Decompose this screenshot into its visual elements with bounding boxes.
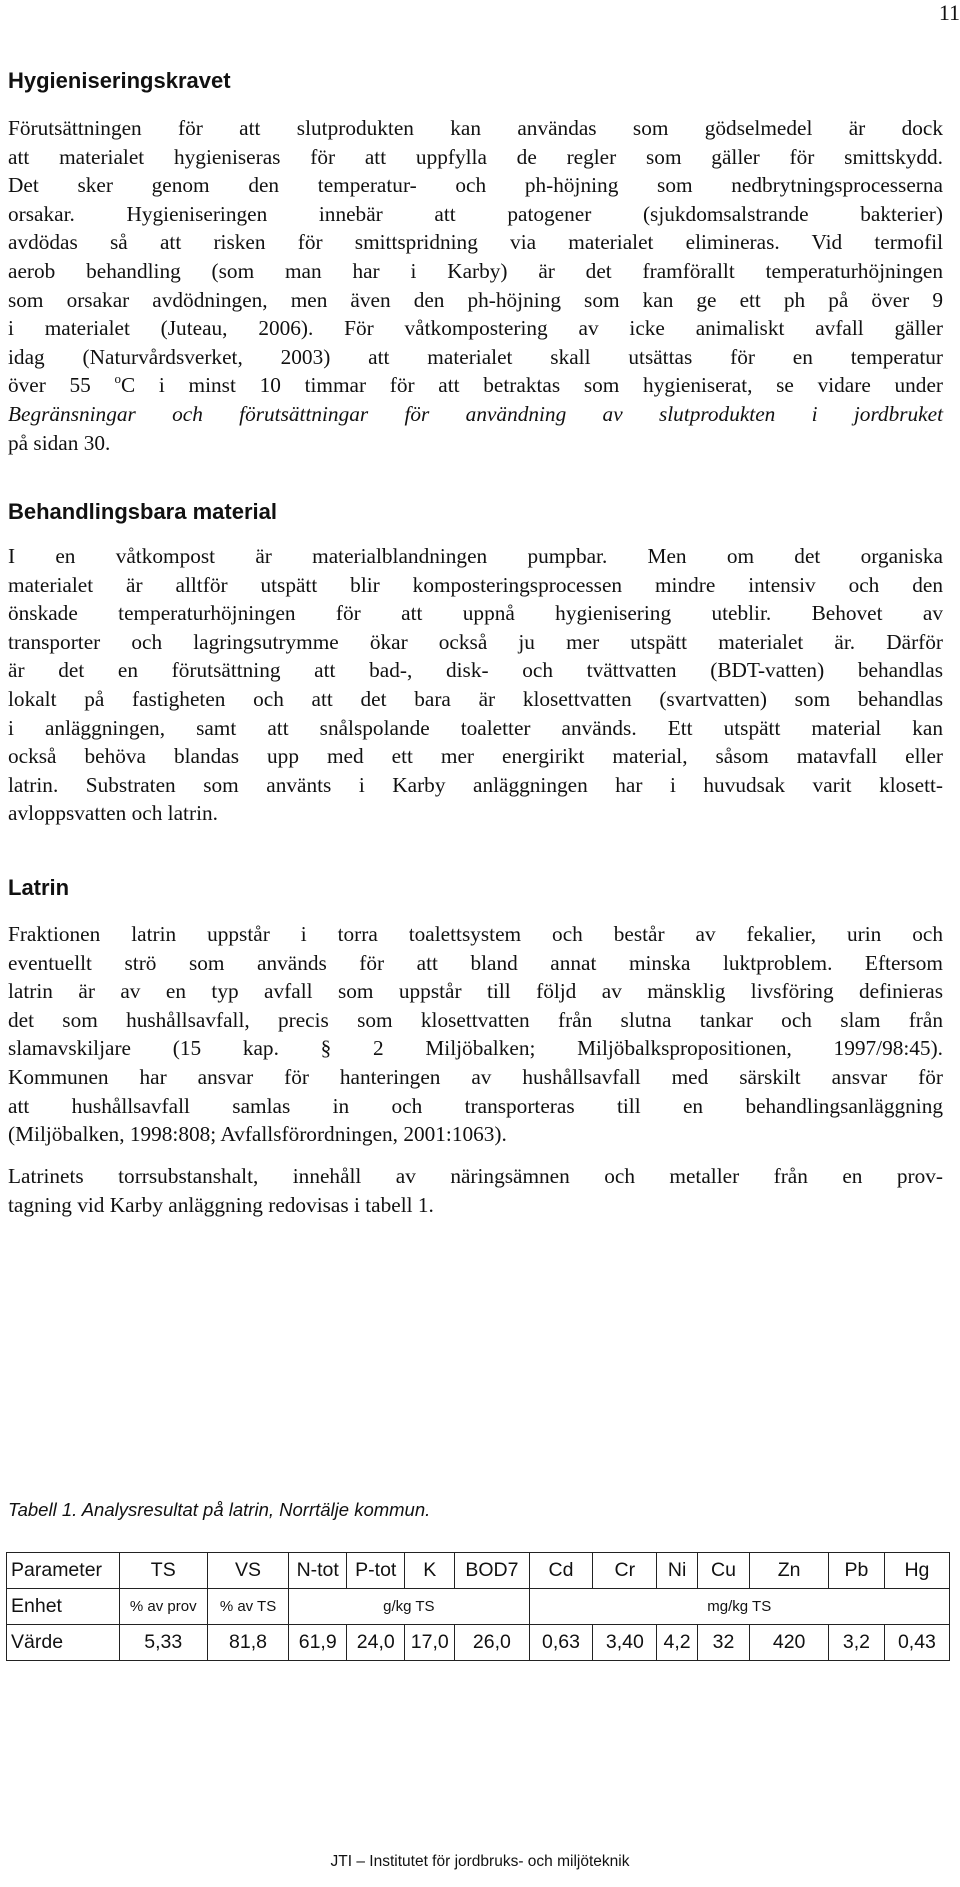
text-line: som orsakar avdödningen, men även den ph-höjning som kan ge ett ph på över 9 — [8, 287, 943, 312]
header-cell: K — [405, 1553, 455, 1589]
table-value-row — [7, 1625, 950, 1661]
text-line: I en våtkompost är materialblandningen pumpbar. Men om det organiska — [8, 544, 943, 568]
value-cell: 81,8 — [207, 1625, 288, 1661]
text-line: på sidan 30. — [8, 430, 111, 455]
value-cell: 61,9 — [289, 1625, 347, 1661]
text-line: slamavskiljare (15 kap. § 2 Miljöbalken; Miljöbalkspropositionen, 1997/98:45). — [8, 1036, 943, 1061]
text-line: det som hushållsavfall, precis som klosettvatten från slutna tankar och slam från — [8, 1007, 943, 1032]
value-cell: 3,2 — [829, 1625, 885, 1661]
header-cell: BOD7 — [455, 1553, 529, 1589]
header-cell: TS — [119, 1553, 207, 1589]
text-line: avdödas så att risken för smittspridning via materialet elimineras. Vid termofil — [8, 230, 943, 255]
unit-cell-ts: % av prov — [119, 1589, 207, 1625]
text-line: Det sker genom den temperatur- och ph-höjning som nedbrytningsprocesserna — [8, 173, 943, 198]
header-cell: Pb — [829, 1553, 885, 1589]
text-line: Fraktionen latrin uppstår i torra toalettsystem och består av fekalier, urin och — [8, 922, 943, 946]
text-line: (Miljöbalken, 1998:808; Avfallsförordningen, 2001:1063). — [8, 1122, 507, 1147]
text-line: önskade temperaturhöjningen för att uppnå hygienisering uteblir. Behovet av — [8, 601, 943, 626]
page-number: 11 — [938, 0, 960, 25]
text-line-temperature — [8, 371, 943, 400]
analysis-table — [6, 1552, 950, 1661]
text-line: att materialet hygieniseras för att uppfylla de regler som gäller för smittskydd. — [8, 144, 943, 169]
text-line: tagning vid Karby anläggning redovisas i tabell 1. — [8, 1192, 434, 1217]
paragraph-latrin-analys — [8, 1162, 943, 1219]
paragraph-hygienisering — [8, 114, 943, 457]
table-header-row — [7, 1553, 950, 1589]
paragraph-latrin — [8, 920, 943, 1149]
header-cell: N-tot — [289, 1553, 347, 1589]
heading-hygieniseringskravet: Hygieniseringskravet — [8, 68, 231, 93]
value-cell: 32 — [697, 1625, 749, 1661]
text-line: transporter och lagringsutrymme ökar också ju mer utspätt materialet är. Därför — [8, 629, 943, 654]
text-line: eventuellt strö som används för att bland annat minska luktproblem. Eftersom — [8, 950, 943, 975]
header-cell: Cu — [697, 1553, 749, 1589]
text-line: Latrinets torrsubstanshalt, innehåll av näringsämnen och metaller från en prov- — [8, 1164, 943, 1188]
header-cell: Ni — [657, 1553, 698, 1589]
value-cell: 17,0 — [405, 1625, 455, 1661]
text-line: också behöva blandas upp med ett mer energirikt material, såsom matavfall eller — [8, 744, 943, 769]
text-line: latrin. Substraten som använts i Karby anläggningen har i huvudsak varit klosett- — [8, 772, 943, 797]
value-cell: 4,2 — [657, 1625, 698, 1661]
text-line: latrin är av en typ avfall som uppstår till följd av mänsklig livsföring definieras — [8, 979, 943, 1004]
italic-reference: Begränsningar och förutsättningar för användning av slutprodukten i jordbruket — [8, 401, 943, 426]
table-unit-row — [7, 1589, 950, 1625]
header-cell: Parameter — [7, 1553, 120, 1589]
text-line: lokalt på fastigheten och att det bara är klosettvatten (svartvatten) som behandlas — [8, 686, 943, 711]
table-caption: Tabell 1. Analysresultat på latrin, Norrtälje kommun. — [8, 1499, 431, 1520]
header-cell: Hg — [884, 1553, 949, 1589]
header-cell: P-tot — [347, 1553, 405, 1589]
text-line: aerob behandling (som man har i Karby) är det framförallt temperaturhöjningen — [8, 258, 943, 283]
value-cell: 5,33 — [119, 1625, 207, 1661]
value-row-label: Värde — [7, 1625, 120, 1661]
heading-latrin: Latrin — [8, 875, 70, 900]
unit-cell-vs: % av TS — [207, 1589, 288, 1625]
unit-row-label: Enhet — [7, 1589, 120, 1625]
text-line: är det en förutsättning att bad-, disk- och tvättvatten (BDT-vatten) behandlas — [8, 658, 943, 683]
paragraph-behandlingsbara — [8, 542, 943, 828]
text-fragment: över 55 — [8, 373, 115, 398]
text-fragment: C i minst 10 timmar för att betraktas som hygieniserat, se vidare under — [121, 373, 943, 398]
unit-cell-metals: mg/kg TS — [529, 1589, 949, 1625]
degree-superscript: o — [114, 371, 122, 387]
text-line: i materialet (Juteau, 2006). För våtkompostering av icke animaliskt avfall gäller — [8, 316, 943, 341]
header-cell: Cr — [593, 1553, 657, 1589]
header-cell: Zn — [750, 1553, 829, 1589]
text-line: Förutsättningen för att slutprodukten kan användas som gödselmedel är dock — [8, 116, 943, 140]
text-line: i anläggningen, samt att snålspolande toaletter används. Ett utspätt material kan — [8, 715, 943, 740]
text-line: Kommunen har ansvar för hanteringen av hushållsavfall med särskilt ansvar för — [8, 1064, 943, 1089]
value-cell: 24,0 — [347, 1625, 405, 1661]
value-cell: 420 — [750, 1625, 829, 1661]
text-line: orsakar. Hygieniseringen innebär att patogener (sjukdomsalstrande bakterier) — [8, 201, 943, 226]
header-cell: VS — [207, 1553, 288, 1589]
text-line: avloppsvatten och latrin. — [8, 801, 218, 826]
unit-cell-nutrients: g/kg TS — [289, 1589, 529, 1625]
text-line: att hushållsavfall samlas in och transporteras till en behandlingsanläggning — [8, 1093, 943, 1118]
text-line: idag (Naturvårdsverket, 2003) att materialet skall utsättas för en temperatur — [8, 344, 943, 369]
heading-behandlingsbara-material: Behandlingsbara material — [8, 499, 277, 524]
value-cell: 26,0 — [455, 1625, 529, 1661]
header-cell: Cd — [529, 1553, 593, 1589]
value-cell: 0,43 — [884, 1625, 949, 1661]
page-footer: JTI – Institutet för jordbruks- och miljöteknik — [330, 1853, 630, 1870]
text-line: materialet är alltför utspätt blir komposteringsprocessen mindre intensiv och den — [8, 572, 943, 597]
value-cell: 3,40 — [593, 1625, 657, 1661]
value-cell: 0,63 — [529, 1625, 593, 1661]
